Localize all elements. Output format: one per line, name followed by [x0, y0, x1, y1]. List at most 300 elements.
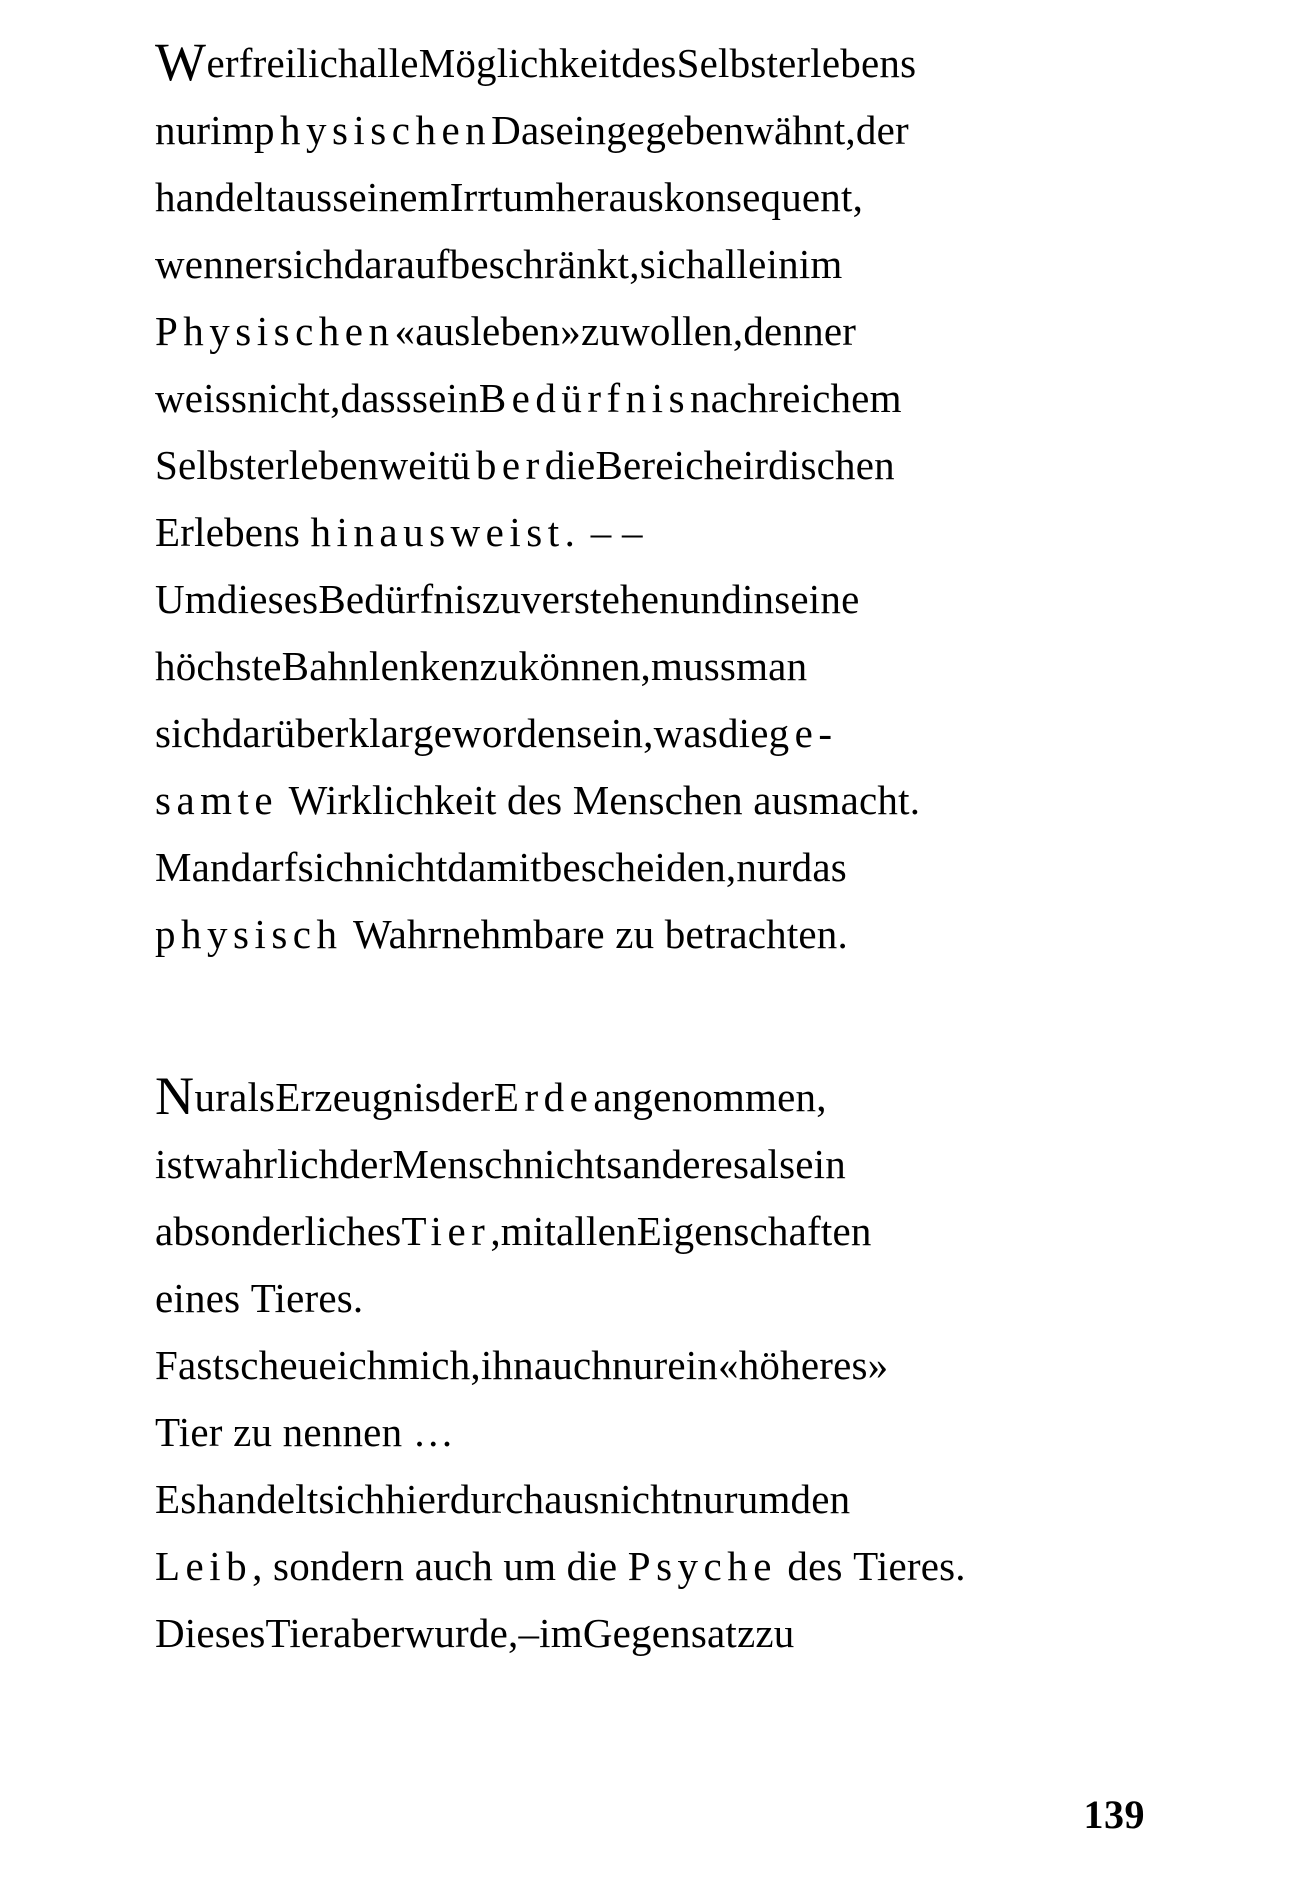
text-word [333, 1600, 404, 1667]
text-word [491, 97, 606, 164]
text-run: gegeben [606, 107, 745, 153]
text-line [155, 1265, 1145, 1332]
text-run: durchaus [449, 1476, 600, 1522]
text-word [824, 298, 856, 365]
text-run: er [823, 308, 857, 354]
text-word [289, 767, 497, 834]
text-run: mich, [387, 1342, 481, 1388]
text-word [245, 231, 277, 298]
text-run: klar [348, 710, 414, 756]
text-run: und [679, 576, 742, 622]
text-word [155, 1064, 229, 1131]
text-run: dieses [216, 576, 319, 622]
text-word [593, 1064, 826, 1131]
text-word [664, 164, 863, 231]
text-run: im [210, 107, 254, 153]
text-run: das [791, 844, 847, 890]
text-word [337, 1332, 388, 1399]
text-line [155, 298, 1145, 365]
letterspaced-emphasis: samte [155, 777, 279, 823]
text-run: als [229, 1074, 276, 1120]
text-word [581, 298, 620, 365]
text-run: betrachten. [664, 911, 848, 957]
text-run: allen [556, 1208, 637, 1254]
text-word [576, 700, 653, 767]
drop-capital: W [155, 32, 207, 92]
text-run: allein [706, 241, 799, 287]
text-run: nur [736, 844, 792, 890]
text-line [155, 1466, 1145, 1533]
text-run: verstehen [520, 576, 680, 622]
letterspaced-emphasis: Leib [155, 1543, 253, 1589]
text-run: sich [276, 241, 344, 287]
text-run: nur [682, 1476, 738, 1522]
text-word [795, 1131, 846, 1198]
text-word [534, 1332, 612, 1399]
text-word [479, 365, 690, 432]
text-word [395, 298, 581, 365]
text-word [480, 633, 519, 700]
letterspaced-emphasis: Physischen [155, 308, 395, 354]
letterspaced-emphasis: Erde [493, 1074, 594, 1120]
text-word [450, 1466, 600, 1533]
text-word [521, 566, 680, 633]
text-word [482, 566, 521, 633]
text-word [707, 231, 799, 298]
text-run: – [590, 509, 612, 555]
text-word [519, 633, 651, 700]
text-run: Tieres. [853, 1543, 966, 1589]
text-word [606, 97, 744, 164]
text-word [621, 30, 676, 97]
text-word [415, 1533, 493, 1600]
text-word [600, 1466, 683, 1533]
text-word [222, 700, 349, 767]
text-word [155, 1600, 266, 1667]
text-run: nach [690, 375, 769, 421]
text-word [210, 97, 254, 164]
text-run: wurde, [404, 1610, 519, 1656]
text-word [753, 767, 920, 834]
text-word [718, 1332, 888, 1399]
text-run: Möglichkeit [418, 40, 622, 86]
text-word [503, 1533, 556, 1600]
text-run: – [621, 509, 643, 555]
text-word [155, 298, 395, 365]
text-run: sein, [576, 710, 654, 756]
text-line [155, 834, 1145, 901]
text-run: der [855, 107, 909, 153]
text-run: darf [230, 844, 298, 890]
text-word [583, 1600, 756, 1667]
text-word [412, 365, 479, 432]
text-word [155, 499, 300, 566]
text-word [623, 1131, 750, 1198]
text-run: handelt [155, 174, 278, 220]
text-word [774, 566, 859, 633]
paragraph-4 [155, 1064, 1145, 1332]
text-line [155, 499, 1145, 566]
text-run: «höheres» [718, 1342, 889, 1388]
page-body-text [155, 30, 1145, 1667]
text-word [651, 633, 736, 700]
text-word [612, 1332, 667, 1399]
letterspaced-emphasis: über [449, 442, 545, 488]
text-word [743, 298, 824, 365]
text-word [155, 1533, 263, 1600]
text-run: scheue [224, 1342, 337, 1388]
text-word [385, 1466, 450, 1533]
text-line [155, 1533, 1145, 1600]
text-run: Erzeugnis [275, 1074, 441, 1120]
text-word [567, 1533, 618, 1600]
text-run: lenken [369, 643, 480, 689]
text-word [155, 365, 247, 432]
text-word [282, 633, 369, 700]
paragraph-2 [155, 566, 1145, 834]
text-run: auch [414, 1543, 493, 1589]
paragraph-5 [155, 1332, 1145, 1466]
text-run: Um [155, 576, 217, 622]
text-word [595, 432, 742, 499]
text-word [332, 164, 449, 231]
text-run: nennen [282, 1409, 403, 1455]
text-run: sich [318, 1476, 386, 1522]
text-run: Bedürfnis [318, 576, 482, 622]
text-run: Selbsterleben [155, 442, 379, 488]
text-word [573, 767, 743, 834]
text-word [277, 164, 332, 231]
paragraph-1 [155, 30, 1145, 566]
text-word [507, 767, 562, 834]
text-run: zu [615, 911, 655, 957]
text-run: ist [155, 1141, 195, 1187]
text-word [677, 30, 917, 97]
text-word [311, 499, 581, 566]
text-word [419, 30, 622, 97]
text-word [853, 1533, 966, 1600]
text-run: Mensch [392, 1141, 524, 1187]
text-word [155, 164, 277, 231]
text-run: dass [340, 375, 412, 421]
text-word [542, 834, 737, 901]
text-run: Wahrnehmbare [352, 911, 605, 957]
text-word [229, 1064, 275, 1131]
text-word [769, 700, 838, 767]
text-line [155, 566, 1145, 633]
text-run: den [790, 1476, 851, 1522]
text-run: Selbsterlebens [676, 40, 917, 86]
text-word [231, 834, 298, 901]
text-run: um [503, 1543, 557, 1589]
text-run: … [412, 1409, 454, 1455]
text-word [539, 1600, 583, 1667]
text-run: ich [336, 1342, 388, 1388]
text-run: ur [194, 1074, 230, 1120]
text-run: sich [297, 844, 365, 890]
text-word [856, 97, 909, 164]
text-word [266, 1600, 334, 1667]
text-word [298, 834, 365, 901]
text-word [275, 1064, 441, 1131]
letterspaced-emphasis: hinausweist. [310, 509, 581, 555]
text-run: können, [518, 643, 651, 689]
text-run: der [440, 1074, 494, 1120]
text-run: Eigenschaften [636, 1208, 872, 1254]
text-word [622, 499, 643, 566]
text-run: bescheiden, [541, 844, 737, 890]
text-word [155, 566, 217, 633]
text-word [637, 1198, 872, 1265]
letterspaced-emphasis: Tier [401, 1208, 491, 1254]
letterspaced-emphasis: Psyche [627, 1543, 777, 1589]
text-line [155, 1332, 1145, 1399]
text-run: die [544, 442, 596, 488]
text-line [155, 432, 1145, 499]
text-run: geworden [413, 710, 577, 756]
text-word [450, 231, 640, 298]
text-run: er [244, 241, 277, 287]
text-run: , [252, 1543, 263, 1589]
text-run: Dasein [491, 107, 607, 153]
text-run: weiss [155, 375, 248, 421]
text-run: um [737, 1476, 791, 1522]
text-word [690, 365, 768, 432]
text-run: sich [155, 710, 222, 756]
text-word [682, 1466, 737, 1533]
text-word [247, 365, 340, 432]
text-run: was [653, 710, 718, 756]
text-word [743, 432, 895, 499]
text-word [749, 1131, 795, 1198]
text-run: er [206, 40, 239, 86]
text-word [738, 1466, 791, 1533]
text-run: beschränkt, [449, 241, 640, 287]
text-run: damit [447, 844, 542, 890]
text-word [718, 700, 769, 767]
text-word [155, 231, 245, 298]
text-word [155, 97, 210, 164]
text-run: Dieses [155, 1610, 266, 1656]
text-line [155, 1198, 1145, 1265]
text-word [792, 834, 847, 901]
paragraph-7 [155, 1600, 1145, 1667]
text-word [353, 901, 605, 968]
text-word [405, 1600, 519, 1667]
text-run: absonderliches [155, 1208, 402, 1254]
text-line [155, 700, 1145, 767]
text-word [369, 633, 480, 700]
text-word [742, 566, 774, 633]
text-run: hier [385, 1476, 450, 1522]
text-run: im [798, 241, 843, 287]
text-run: darauf [343, 241, 450, 287]
text-line [155, 1600, 1145, 1667]
paragraph-6 [155, 1466, 1145, 1600]
text-run: mit [500, 1208, 557, 1254]
text-run: reichem [768, 375, 902, 421]
text-run: wähnt, [744, 107, 856, 153]
text-run: Wirklichkeit [288, 777, 497, 823]
text-word [251, 1265, 364, 1332]
text-word [787, 1533, 842, 1600]
text-word [388, 1332, 481, 1399]
text-word [224, 1332, 337, 1399]
text-word [450, 432, 545, 499]
text-word [620, 298, 743, 365]
text-run: man [736, 643, 808, 689]
text-word [736, 633, 807, 700]
text-run: sich [639, 241, 707, 287]
text-run: eines [155, 1275, 241, 1321]
text-line [155, 901, 1145, 968]
text-word [318, 566, 482, 633]
text-run: – [518, 1610, 540, 1656]
letterspaced-emphasis: ge- [768, 710, 838, 756]
text-run: seinem [332, 174, 450, 220]
text-word [799, 231, 843, 298]
text-word [501, 1198, 556, 1265]
text-word [155, 901, 343, 968]
text-run: sein [411, 375, 479, 421]
text-run: zu [233, 1409, 273, 1455]
text-word [155, 1265, 240, 1332]
text-run: wahrlich [194, 1141, 340, 1187]
text-word [155, 767, 278, 834]
text-run: handelt [196, 1476, 319, 1522]
text-run: anderes [622, 1141, 750, 1187]
text-word [348, 700, 413, 767]
text-word [155, 1466, 196, 1533]
text-line [155, 231, 1145, 298]
text-run: weit [378, 442, 450, 488]
text-run: im [539, 1610, 583, 1656]
text-run: heraus [555, 174, 664, 220]
text-word [283, 1399, 403, 1466]
text-run: nicht [364, 844, 448, 890]
text-run: aus [277, 174, 333, 220]
text-word [155, 30, 239, 97]
text-word [665, 901, 848, 968]
text-word [392, 1131, 523, 1198]
text-word [628, 1533, 777, 1600]
text-word [494, 1064, 593, 1131]
text-word [364, 834, 447, 901]
letterspaced-emphasis: physischen [253, 107, 492, 153]
text-run: Man [155, 844, 231, 890]
text-run: des [621, 40, 677, 86]
text-word [744, 97, 856, 164]
text-run: ein [795, 1141, 846, 1187]
text-run: wenn [155, 241, 245, 287]
text-run: wollen, [620, 308, 744, 354]
text-run: die [717, 710, 769, 756]
text-word [341, 365, 412, 432]
text-run: Irrtum [449, 174, 556, 220]
text-word [344, 231, 450, 298]
text-word [791, 1466, 851, 1533]
text-run: der [339, 1141, 393, 1187]
text-word [318, 1466, 385, 1533]
text-word [755, 1600, 794, 1667]
text-word [768, 365, 901, 432]
text-run: des [507, 777, 563, 823]
text-word [155, 633, 282, 700]
letterspaced-emphasis: Bedürfnis [478, 375, 691, 421]
text-run: zu [481, 576, 521, 622]
text-word [401, 1198, 500, 1265]
text-word [155, 834, 231, 901]
text-word [273, 1533, 404, 1600]
text-run: Gegensatz [582, 1610, 756, 1656]
text-run: darüber [221, 710, 349, 756]
text-run: angenommen, [593, 1074, 827, 1120]
text-word [667, 1332, 718, 1399]
text-run: Fast [155, 1342, 225, 1388]
text-run: konsequent, [663, 174, 864, 220]
text-word [339, 1131, 392, 1198]
text-word [450, 164, 556, 231]
text-word [447, 834, 541, 901]
text-run: muss [650, 643, 737, 689]
text-run: des [787, 1543, 843, 1589]
text-run: Bahn [281, 643, 370, 689]
text-word [640, 231, 707, 298]
text-run: nicht, [247, 375, 341, 421]
text-word [736, 834, 791, 901]
text-run: auch [533, 1342, 613, 1388]
text-line [155, 1064, 1145, 1131]
text-run: Tier [265, 1610, 334, 1656]
text-run: Erlebens [155, 509, 301, 555]
text-word [615, 901, 654, 968]
text-word [518, 1600, 539, 1667]
page-number: 139 [1083, 1792, 1145, 1837]
text-run: zu [755, 1610, 795, 1656]
text-word [196, 1466, 318, 1533]
text-run: Bereiche [595, 442, 743, 488]
text-run: ein [667, 1342, 719, 1388]
text-run: als [749, 1141, 796, 1187]
text-run: Tier [155, 1409, 223, 1455]
text-run: nur [612, 1342, 668, 1388]
text-word [359, 30, 419, 97]
text-line [155, 767, 1145, 834]
text-run: zu [479, 643, 519, 689]
text-word [155, 1198, 401, 1265]
text-run: die [566, 1543, 618, 1589]
drop-capital: N [155, 1066, 195, 1126]
text-run: in [741, 576, 775, 622]
text-word [155, 1399, 223, 1466]
text-word [591, 499, 612, 566]
text-run: höchste [155, 643, 282, 689]
letterspaced-emphasis: physisch [155, 911, 343, 957]
text-run: ausmacht. [753, 777, 921, 823]
text-word [239, 30, 359, 97]
text-word [233, 1399, 272, 1466]
text-run: freilich [238, 40, 359, 86]
paragraph-3 [155, 834, 1145, 968]
text-line [155, 164, 1145, 231]
text-line [155, 1131, 1145, 1198]
text-word [556, 1198, 637, 1265]
text-word [254, 97, 491, 164]
paragraph-gap [155, 968, 1145, 1064]
text-word [155, 432, 378, 499]
text-run: nur [155, 107, 211, 153]
text-line [155, 97, 1145, 164]
